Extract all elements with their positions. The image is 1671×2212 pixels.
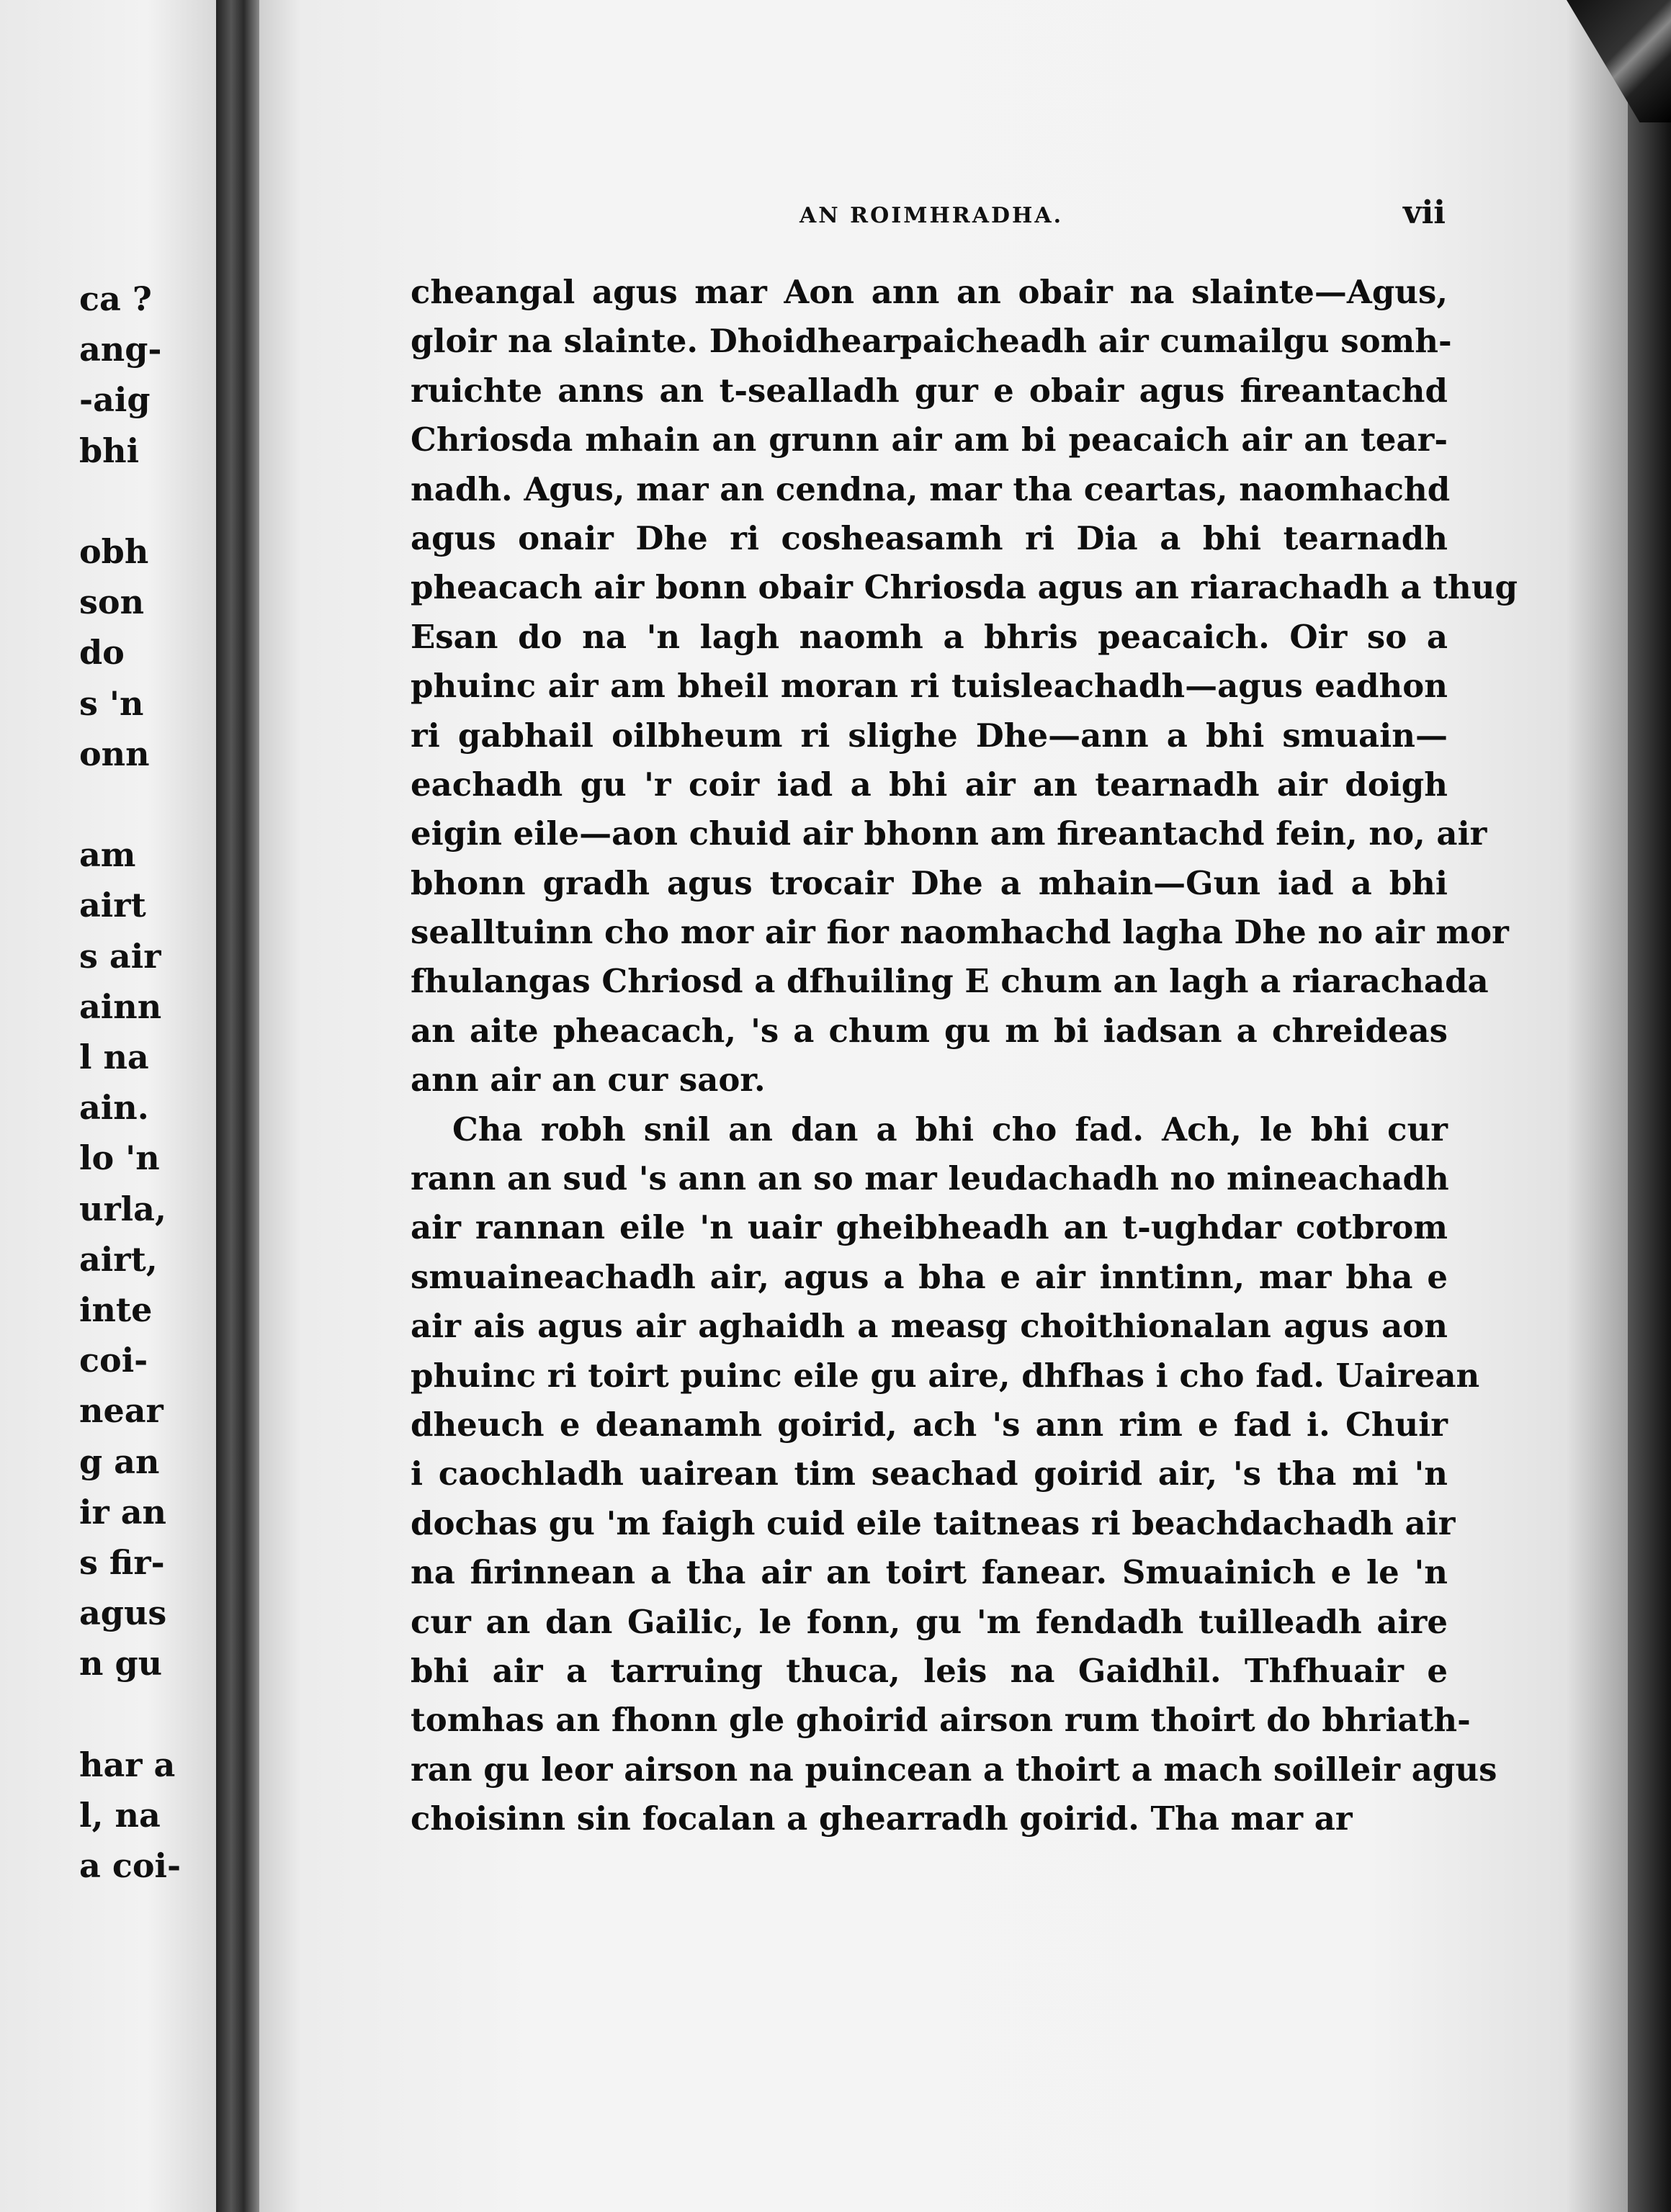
text-line: air ais agus air aghaidh a measg choithionalan agus aon — [411, 1307, 1448, 1346]
text-line: fhulangas Chriosd a dfhuiling E chum an lagh a riarachada — [411, 962, 1489, 1001]
text-line: cur an dan Gailic, le fonn, gu 'm fendadh tuilleadh aire — [411, 1602, 1448, 1641]
left-page-fragment: a coi- — [79, 1846, 182, 1886]
text-line: phuinc ri toirt puinc eile gu aire, dhfhas i cho fad. Uairean — [411, 1356, 1480, 1395]
text-line: nadh. Agus, mar an cendna, mar tha ceartas, naomhachd — [411, 469, 1451, 508]
text-line: phuinc air am bheil moran ri tuisleachadh—agus eadhon — [411, 667, 1448, 706]
left-page-fragment: am — [79, 835, 136, 875]
left-page-fragment: n gu — [79, 1644, 163, 1683]
left-page-fragment: s air — [79, 936, 161, 976]
left-page-fragment: do — [79, 633, 125, 673]
text-line: pheacach air bonn obair Chriosda agus an riarachadh a thug — [411, 568, 1518, 607]
text-line: cheangal agus mar Aon ann an obair na slainte—Agus, — [411, 273, 1448, 311]
left-page-fragment: ainn — [79, 986, 162, 1026]
text-line: dochas gu 'm faigh cuid eile taitneas ri beachdachadh air — [411, 1503, 1456, 1542]
running-head: AN ROIMHRADHA. — [799, 203, 1064, 228]
text-line: air rannan eile 'n uair gheibheadh an t-ughdar cotbrom — [411, 1208, 1448, 1247]
text-line: bhonn gradh agus trocair Dhe a mhain—Gun iad a bhi — [411, 863, 1448, 902]
left-page-fragment: ir an — [79, 1492, 166, 1532]
left-page-fragment: lo 'n — [79, 1138, 160, 1178]
text-line: gloir na slainte. Dhoidhearpaicheadh air cumailgu somh- — [411, 322, 1452, 361]
text-line: ruichte anns an t-sealladh gur e obair agus fireantachd — [411, 371, 1448, 410]
left-page-fragment: son — [79, 583, 145, 622]
left-page-fragment: ang- — [79, 330, 162, 369]
left-page-fragment: har a — [79, 1745, 176, 1784]
text-line: Esan do na 'n lagh naomh a bhris peacaich. Oir so a — [411, 617, 1448, 656]
text-line: Cha robh snil an dan a bhi cho fad. Ach, le bhi cur — [452, 1110, 1448, 1148]
text-line: dheuch e deanamh goirid, ach 's ann rim e fad i. Chuir — [411, 1405, 1448, 1444]
text-line: tomhas an fhonn gle ghoirid airson rum thoirt do bhriath- — [411, 1701, 1471, 1740]
left-page-fragment: onn — [79, 734, 150, 773]
left-page-fragment: s 'n — [79, 683, 144, 723]
text-line: ran gu leor airson na puincean a thoirt a mach soilleir agus — [411, 1750, 1497, 1789]
left-page-fragment: near — [79, 1391, 163, 1431]
left-facing-page — [0, 0, 245, 2212]
page-number: vii — [1403, 194, 1446, 231]
text-line: na firinnean a tha air an toirt fanear. Smuainich e le 'n — [411, 1553, 1448, 1592]
page-edge-shadow — [1628, 0, 1671, 2212]
text-line: eigin eile—aon chuid air bhonn am fireantachd fein, no, air — [411, 814, 1487, 853]
left-page-fragment: s fir- — [79, 1543, 165, 1582]
left-page-fragment: ain. — [79, 1088, 149, 1128]
left-page-text-fragments — [0, 0, 182, 2212]
text-line: rann an sud 's ann an so mar leudachadh no mineachadh — [411, 1159, 1449, 1198]
left-page-fragment: agus — [79, 1593, 167, 1633]
left-page-fragment: obh — [79, 532, 149, 571]
text-line: agus onair Dhe ri cosheasamh ri Dia a bhi tearnadh — [411, 518, 1448, 557]
left-page-fragment: bhi — [79, 431, 140, 470]
left-page-fragment: airt — [79, 886, 146, 925]
left-page-fragment: inte — [79, 1290, 153, 1329]
body-text — [411, 268, 1518, 1844]
text-line: ann air an cur saor. — [411, 1061, 766, 1100]
left-page-fragment: airt, — [79, 1239, 158, 1279]
left-page-fragment: g an — [79, 1442, 160, 1481]
left-page-fragment: -aig — [79, 380, 151, 420]
text-line: Chriosda mhain an grunn air am bi peacaich air an tear- — [411, 421, 1448, 459]
text-line: ri gabhail oilbheum ri slighe Dhe—ann a bhi smuain— — [411, 716, 1448, 755]
text-line: sealltuinn cho mor air fior naomhachd lagha Dhe no air mor — [411, 913, 1509, 952]
text-line: eachadh gu 'r coir iad a bhi air an tearnadh air doigh — [411, 765, 1448, 804]
left-page-fragment: l na — [79, 1038, 149, 1076]
left-page-fragment: coi- — [79, 1341, 148, 1380]
left-page-fragment: ca ? — [79, 279, 152, 318]
left-page-fragment: urla, — [79, 1189, 166, 1228]
text-line: choisinn sin focalan a ghearradh goirid. Tha mar ar — [411, 1799, 1353, 1838]
text-line: an aite pheacach, 's a chum gu m bi iadsan a chreideas — [411, 1011, 1448, 1050]
text-line: smuaineachadh air, agus a bha e air inntinn, mar bha e — [411, 1257, 1448, 1296]
text-line: i caochladh uairean tim seachad goirid air, 's tha mi 'n — [411, 1455, 1448, 1493]
left-page-fragment: l, na — [79, 1796, 161, 1835]
text-line: bhi air a tarruing thuca, leis na Gaidhil. Thfhuair e — [411, 1651, 1448, 1690]
